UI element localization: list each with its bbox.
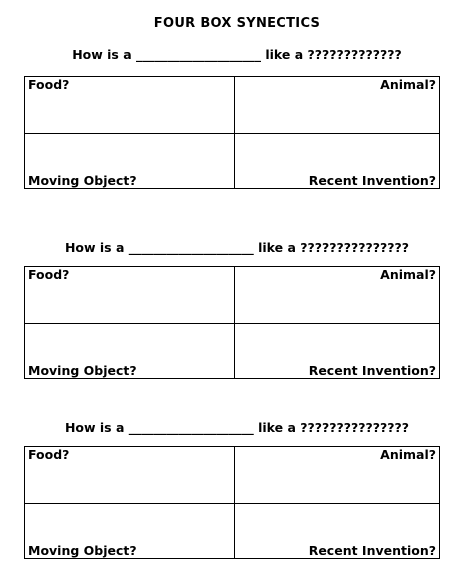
box-label-food: Food? bbox=[28, 267, 70, 282]
section-1-grid bbox=[24, 76, 440, 189]
section-2-prompt: How is a ____________________ like a ??????????????? bbox=[64, 240, 410, 255]
section-3-prompt: How is a ____________________ like a ??????????????? bbox=[64, 420, 410, 435]
box-label-moving-object: Moving Object? bbox=[28, 543, 137, 558]
section-3-grid bbox=[24, 446, 440, 559]
section-2-grid bbox=[24, 266, 440, 379]
grid-horizontal-divider bbox=[25, 133, 439, 134]
box-label-recent-invention: Recent Invention? bbox=[308, 363, 436, 378]
box-label-animal: Animal? bbox=[380, 77, 436, 92]
box-label-food: Food? bbox=[28, 77, 70, 92]
box-label-moving-object: Moving Object? bbox=[28, 173, 137, 188]
grid-horizontal-divider bbox=[25, 503, 439, 504]
worksheet-title: FOUR BOX SYNECTICS bbox=[153, 16, 321, 31]
box-label-food: Food? bbox=[28, 447, 70, 462]
box-label-animal: Animal? bbox=[380, 267, 436, 282]
section-1-prompt: How is a ____________________ like a ????????????? bbox=[72, 47, 402, 62]
box-label-animal: Animal? bbox=[380, 447, 436, 462]
box-label-recent-invention: Recent Invention? bbox=[308, 543, 436, 558]
box-label-moving-object: Moving Object? bbox=[28, 363, 137, 378]
box-label-recent-invention: Recent Invention? bbox=[308, 173, 436, 188]
grid-horizontal-divider bbox=[25, 323, 439, 324]
